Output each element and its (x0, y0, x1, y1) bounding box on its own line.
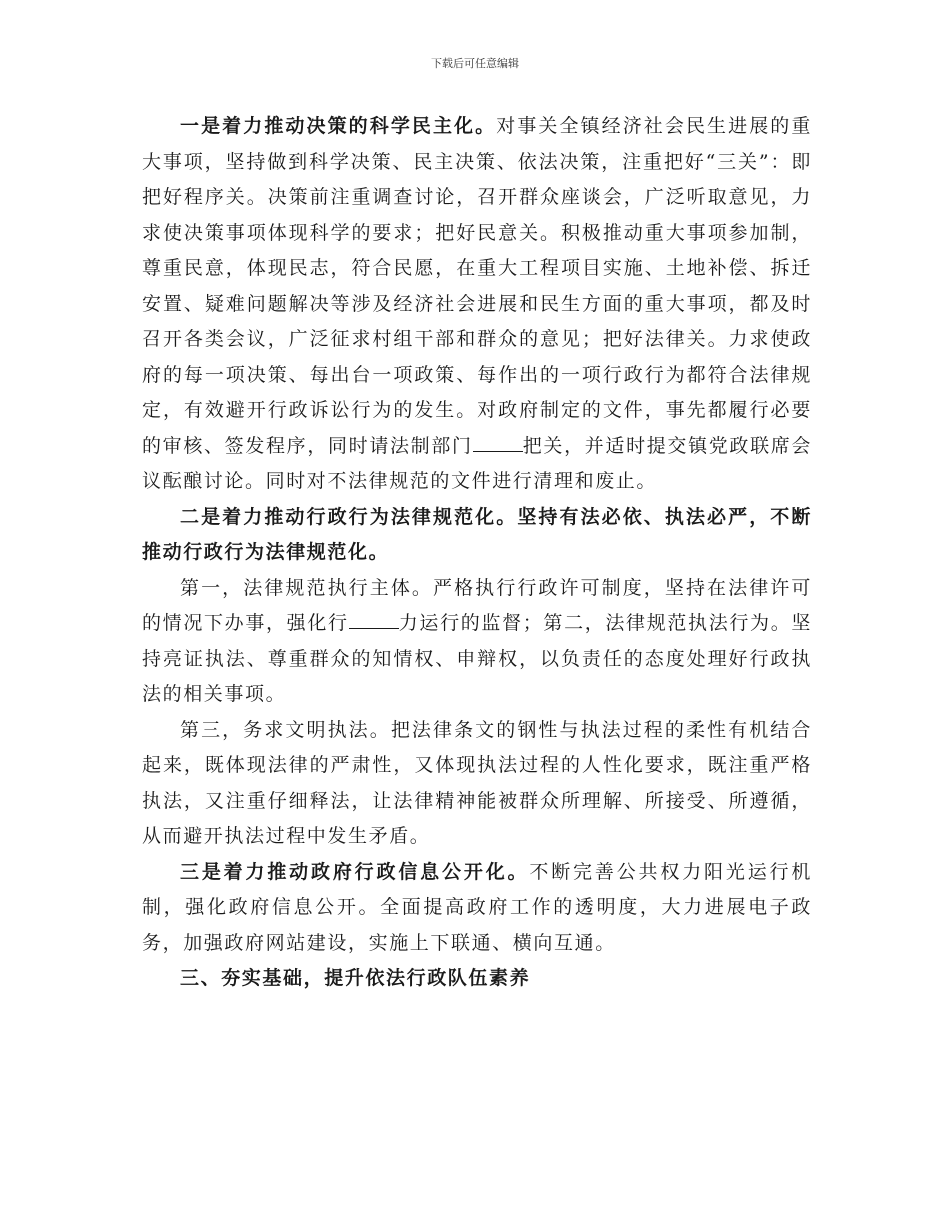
paragraph-text: 对事关全镇经济社会民生进展的重大事项，坚持做到科学决策、民主决策、依法决策，注重把好“三关”：即把好程序关。决策前注重调查讨论，召开群众座谈会，广泛听取意见，力求使决策事项体现科学的要求；把好民意关。积极推动重大事项参加制，尊重民意，体现民志，符合民愿，在重大工程项目实施、土地补偿、拆迁安置、疑难问题解决等涉及经济社会进展和民生方面的重大事项，都及时召开各类会议，广泛征求村组干部和群众的意见；把好法律关。力求使政府的每一项决策、每出台一项政策、每作出的一项行政行为都符合法律规定，有效避开行政诉讼行为的发生。对政府制定的文件，事先都履行必要的审核、签发程序，同时请法制部门 (142, 115, 812, 457)
paragraph-lead: 三是着力推动政府行政信息公开化。 (180, 860, 530, 883)
paragraph-first-second (142, 571, 812, 713)
paragraph-legal-standardization: 二是着力推动行政行为法律规范化。坚持有法必依、执法必严，不断推动行政行为法律规范化。 (142, 505, 812, 563)
paragraph-decision-democratization (142, 109, 812, 500)
paragraph-lead: 一是着力推动决策的科学民主化。 (180, 115, 497, 137)
paragraph-information-disclosure (142, 855, 812, 962)
paragraph-text: 力运行的监督；第二，法律规范执法行为。坚持亮证执法、尊重群众的知情权、申辩权，以负责任的态度处理好行政执法的相关事项。 (142, 612, 812, 705)
blank-underline (473, 431, 523, 452)
paragraph-text: 不断完善公共权力阳光运行机制，强化政府信息公开。全面提高政府工作的透明度，大力进展电子政务，加强政府网站建设，实施上下联通、横向互通。 (142, 860, 812, 954)
paragraph-text: 把关，并适时提交镇党政联席会议酝酿讨论。同时对不法律规范的文件进行清理和废止。 (142, 434, 812, 492)
section-heading: 三、夯实基础，提升依法行政队伍素养 (180, 967, 531, 989)
page-header: 下载后可任意编辑 (431, 57, 519, 70)
paragraph-third: 第三，务求文明执法。把法律条文的钢性与执法过程的柔性有机结合起来，既体现法律的严肃性，又体现执法过程的人性化要求，既注重严格执法，又注重仔细释法，让法律精神能被群众所理解、所接受、所遵循，从而避开执法过程中发生矛盾。 (142, 718, 812, 847)
blank-underline (349, 608, 399, 629)
document-body (142, 109, 812, 997)
paragraph-text: 第一，法律规范执行主体。严格执行行政许可制度，坚持在法律许可的情况下办事，强化行 (142, 576, 812, 634)
